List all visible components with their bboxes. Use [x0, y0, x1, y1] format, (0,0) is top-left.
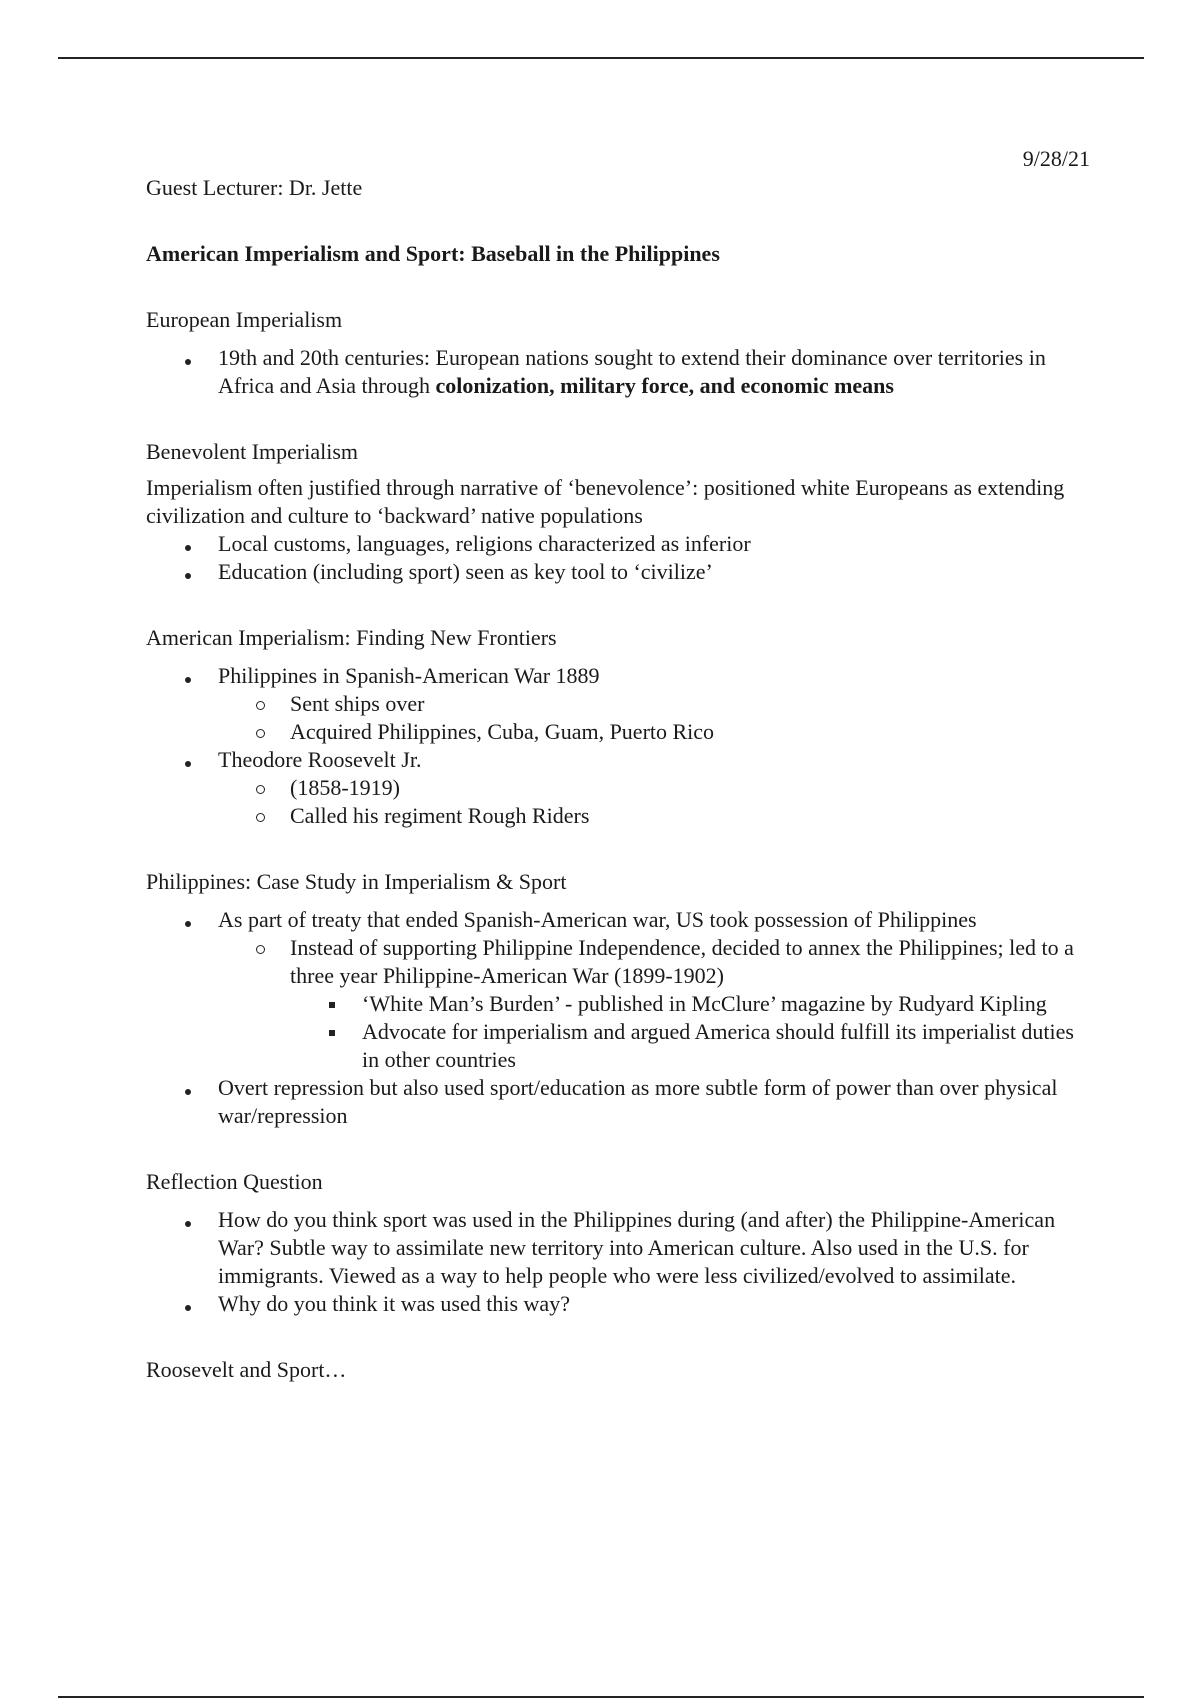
list-item: [146, 1206, 1090, 1290]
document-page: [146, 140, 1090, 1384]
sublist: [218, 934, 1090, 1074]
list-item: [146, 662, 1090, 746]
list-item: [146, 990, 1090, 1018]
list-european: [146, 344, 1090, 400]
bullet-circle-icon: [250, 690, 270, 721]
bullet-dot-icon: [178, 530, 198, 558]
list-item-text: Instead of supporting Philippine Independence, decided to annex the Philippines; led to a three year Philippine-American War (1899-1902): [290, 935, 1074, 988]
list-item: [146, 1074, 1090, 1130]
list-item-text: (1858-1919): [290, 775, 400, 800]
list-item-bold-text: colonization, military force, and economic means: [435, 373, 894, 398]
list-item: [146, 774, 1090, 802]
document-title: American Imperialism and Sport: Baseball in the Philippines: [146, 241, 720, 266]
list-item-text: Acquired Philippines, Cuba, Guam, Puerto Rico: [290, 719, 715, 744]
bullet-square-icon: [322, 990, 342, 1018]
section-heading-european: European Imperialism: [146, 307, 343, 332]
list-item-text: Why do you think it was used this way?: [218, 1291, 570, 1316]
list-item-text: As part of treaty that ended Spanish-American war, US took possession of Philippines: [218, 907, 977, 932]
list-item: [146, 1018, 1090, 1074]
section-heading-roosevelt: Roosevelt and Sport…: [146, 1357, 347, 1382]
sublist: [218, 774, 1090, 830]
section-heading-philippines: Philippines: Case Study in Imperialism & Sport: [146, 869, 567, 894]
bullet-dot-icon: [178, 558, 198, 586]
bullet-square-icon: [322, 1018, 342, 1046]
list-philippines: [146, 906, 1090, 1130]
list-item-text: Philippines in Spanish-American War 1889: [218, 663, 600, 688]
sublist: [218, 690, 1090, 746]
section-heading-reflection: Reflection Question: [146, 1169, 323, 1194]
list-item: [146, 746, 1090, 830]
list-item-text: How do you think sport was used in the Philippines during (and after) the Philippine-American War? Subtle way to assimilate new territory into American culture. Also used in the U.S. for immigrants. Viewed as a way to help people who were less civilized/evolved to assimilate.: [218, 1207, 1056, 1288]
list-item-text: Advocate for imperialism and argued America should fulfill its imperialist duties in other countries: [362, 1019, 1074, 1072]
bullet-circle-icon: [250, 774, 270, 805]
bottom-rule: [58, 1696, 1144, 1698]
guest-lecturer: Guest Lecturer: Dr. Jette: [146, 175, 363, 200]
list-item: [146, 906, 1090, 1074]
top-rule: [58, 57, 1144, 59]
list-item: [146, 344, 1090, 400]
list-item: [146, 558, 1090, 586]
list-item: [146, 802, 1090, 830]
list-item: [146, 530, 1090, 558]
bullet-circle-icon: [250, 802, 270, 833]
list-item: [146, 718, 1090, 746]
list-item: [146, 690, 1090, 718]
bullet-circle-icon: [250, 934, 270, 965]
bullet-dot-icon: [178, 344, 198, 372]
bullet-dot-icon: [178, 906, 198, 934]
section-heading-american: American Imperialism: Finding New Frontiers: [146, 625, 557, 650]
list-item-text: Education (including sport) seen as key tool to ‘civilize’: [218, 559, 713, 584]
bullet-circle-icon: [250, 718, 270, 749]
list-item-text: Sent ships over: [290, 691, 425, 716]
list-item-text: 19th and 20th centuries: European nations sought to extend their dominance over territories in Africa and Asia through: [218, 345, 1046, 398]
bullet-dot-icon: [178, 662, 198, 690]
bullet-dot-icon: [178, 1290, 198, 1318]
list-reflection: [146, 1206, 1090, 1318]
bullet-dot-icon: [178, 746, 198, 774]
list-american: [146, 662, 1090, 830]
list-item-text: Theodore Roosevelt Jr.: [218, 747, 422, 772]
list-item-text: Local customs, languages, religions characterized as inferior: [218, 531, 751, 556]
section-heading-benevolent: Benevolent Imperialism: [146, 439, 358, 464]
benevolent-paragraph: Imperialism often justified through narrative of ‘benevolence’: positioned white Europeans as extending civilization and culture to ‘backward’ native populations: [146, 475, 1065, 528]
list-item: [146, 934, 1090, 1074]
list-item-text: Overt repression but also used sport/education as more subtle form of power than over physical war/repression: [218, 1075, 1058, 1128]
list-benevolent: [146, 530, 1090, 586]
bullet-dot-icon: [178, 1206, 198, 1234]
bullet-dot-icon: [178, 1074, 198, 1102]
sublist: [290, 990, 1090, 1074]
list-item-text: ‘White Man’s Burden’ - published in McClure’ magazine by Rudyard Kipling: [362, 991, 1047, 1016]
list-item-text: Called his regiment Rough Riders: [290, 803, 590, 828]
list-item: [146, 1290, 1090, 1318]
document-date: 9/28/21: [1022, 146, 1090, 171]
